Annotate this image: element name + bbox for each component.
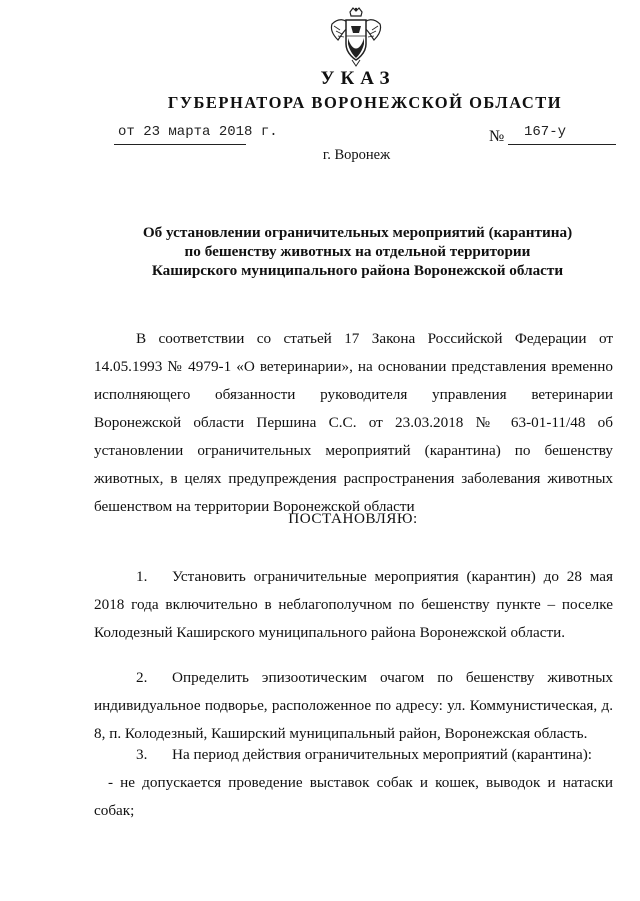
item-number: 2. bbox=[136, 669, 148, 686]
decree-heading: ПОСТАНОВЛЯЮ: bbox=[288, 510, 418, 527]
document-date: от 23 марта 2018 г. bbox=[118, 124, 278, 140]
document-type-title: УКАЗ bbox=[320, 68, 396, 89]
document-subject-title: Об установлении ограничительных мероприятий (карантина) по бешенству животных на отдельной территории Каширского муниципального района Воронежской области bbox=[142, 224, 573, 279]
item-number: 3. bbox=[136, 746, 148, 763]
issuer-subtitle: ГУБЕРНАТОРА ВОРОНЕЖСКОЙ ОБЛАСТИ bbox=[167, 93, 563, 112]
decree-item-3 bbox=[94, 741, 613, 769]
decree-item-1 bbox=[94, 563, 613, 647]
number-sign: № bbox=[489, 128, 505, 145]
item-text: Установить ограничительные мероприятия (карантин) до 28 мая 2018 года включительно в неблагополучном по бешенству пункте – поселке Колодезный Каширского муниципального района Воронежской области. bbox=[94, 568, 613, 641]
item-text: Определить эпизоотическим очагом по бешенству животных индивидуальное подворье, расположенное по адресу: ул. Коммунистическая, д. 8, п. Колодезный, Каширский муниципальный район, Воронежская область. bbox=[94, 669, 613, 742]
item-number: 1. bbox=[136, 568, 148, 585]
document-city: г. Воронеж bbox=[322, 147, 391, 163]
document-number: 167-у bbox=[524, 124, 567, 140]
coat-of-arms-icon bbox=[324, 6, 388, 68]
preamble-paragraph: В соответствии со статьей 17 Закона Российской Федерации от 14.05.1993 № 4979-1 «О ветеринарии», на основании представления временно исполняющего обязанности руководителя управления ветеринарии Воронежской области Першина С.С. от 23.03.2018 № 63-01-11/48 об установлении ограничительных мероприятий (карантина) по бешенству животных, в целях предупреждения распространения заболевания животных бешенством на территории Воронежской области bbox=[94, 330, 613, 515]
decree-item-2 bbox=[94, 664, 613, 748]
item-text: На период действия ограничительных мероприятий (карантина): bbox=[172, 746, 592, 763]
decree-subitem: - не допускается проведение выставок собак и кошек, выводок и натаски собак; bbox=[94, 774, 613, 819]
